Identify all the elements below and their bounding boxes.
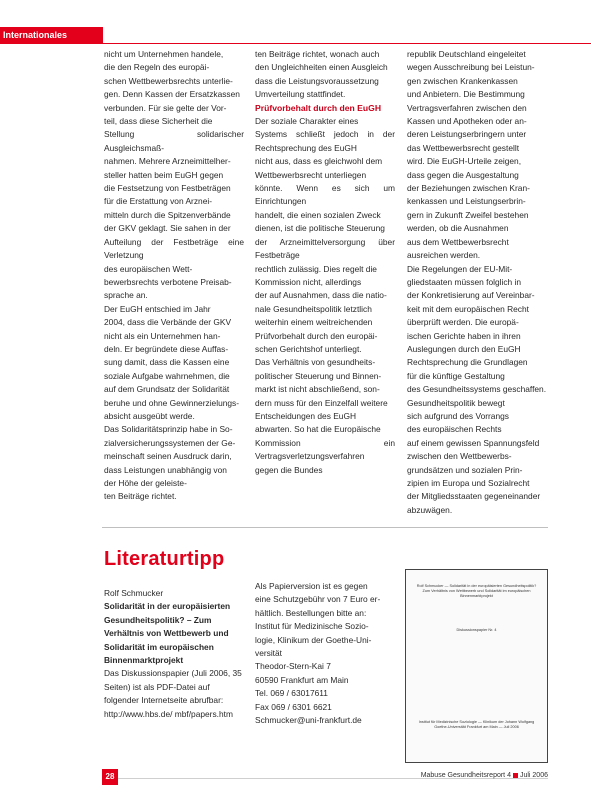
text-line: deln. Er begründete diese Auffas-: [104, 343, 229, 354]
book-cover-image: [405, 569, 548, 763]
text-line: Tel. 069 / 63017611: [255, 688, 328, 699]
text-line: Entscheidungen des EuGH: [255, 410, 357, 421]
text-line: Auslegungen durch den EuGH: [407, 343, 521, 354]
text-line: und Anbietern. Die Bestimmung: [407, 89, 525, 100]
text-line: Die Regelungen der EU-Mit-: [407, 263, 513, 274]
text-line: der GKV geklagt. Sie sahen in der: [104, 223, 231, 234]
text-line: den Ungleichheiten einen Ausgleich: [255, 62, 388, 73]
text-line: auf einem gewissen Spannungsfeld: [407, 437, 540, 448]
text-line: dass gegen die Ausgestaltung: [407, 169, 519, 180]
text-line: der Arzneimittelversorgung über Festbeträge: [255, 236, 395, 261]
text-line: des europäischen Rechts: [407, 424, 502, 435]
section-divider: [102, 527, 548, 528]
text-line: ischen Gerichte haben in ihren: [407, 330, 521, 341]
text-line: die den Regeln des europäi-: [104, 62, 210, 73]
text-line: steller hatten beim EuGH gegen: [104, 169, 224, 180]
text-line: meinschaft seinen Ausdruck darin,: [104, 451, 232, 462]
text-line: Fax 069 / 6301 6621: [255, 701, 332, 712]
text-line: zipien im Europa und Sozialrecht: [407, 478, 530, 488]
text-line: der Mitgliedsstaaten gegeneinander: [407, 491, 541, 502]
text-line: für die Erstattung von Arznei-: [104, 196, 212, 207]
text-line: 2004, dass die Verbände der GKV: [104, 317, 232, 328]
text-line: gen. Denn Kassen der Ersatzkassen: [104, 89, 240, 100]
literaturtipp-column-1: [104, 587, 244, 721]
article-column-3: [407, 48, 548, 517]
text-line: rechtlich zulässig. Dies regelt die: [255, 263, 377, 274]
text-line: nicht aus, dass es gleichwohl dem: [255, 156, 383, 167]
text-line: eine Schutzgebühr von 7 Euro er-: [255, 594, 381, 605]
text-line: überprüft werden. Die europä-: [407, 317, 519, 328]
text-line: nale Gesundheitspolitik letztlich: [255, 303, 372, 314]
book-author: Rolf Schmucker: [104, 588, 164, 598]
literaturtipp-column-2: [255, 580, 385, 727]
text-line: für die künftige Gestaltung: [407, 370, 505, 381]
page-number: 28: [102, 769, 118, 785]
text-line: dern muss für den Einzelfall weitere: [255, 397, 388, 408]
footer-publication: [421, 772, 548, 779]
text-line: grundsätzen und sozialen Prin-: [407, 464, 523, 475]
text-line: teil, dass diese Sicherheit die: [104, 116, 213, 127]
text-line: keit mit dem europäischen Recht: [407, 303, 529, 314]
text-line: gegen die Bundes: [255, 464, 323, 475]
text-line: das Wettbewerbsrecht gestellt: [407, 142, 520, 153]
text-line: Wettbewerbsrecht unterliegen: [255, 169, 367, 180]
text-line: wird. Die EuGH-Urteile zeigen,: [407, 156, 522, 167]
text-line: Gesundheitspolitik bewegt: [407, 397, 505, 408]
text-line: Institut für Medizinische Sozio-: [255, 621, 369, 632]
text-line: dass die Leistungsvoraussetzung: [255, 75, 379, 86]
text-line: der Konkretisierung auf Vereinbar-: [407, 290, 535, 301]
header-rule: [103, 43, 591, 44]
text-line: nahmen. Mehrere Arzneimittelher-: [104, 156, 231, 167]
footer-square-icon: [513, 773, 518, 778]
text-line: dass Leistungen unabhängig von: [104, 464, 227, 475]
text-line: wegen Ausschreibung bei Leistun-: [407, 62, 535, 73]
text-line: der Höhe der geleiste-: [104, 478, 187, 488]
text-line: versität: [255, 648, 282, 659]
text-line: Schmucker@uni-frankfurt.de: [255, 715, 362, 726]
text-line: Als Papierversion ist es gegen: [255, 581, 368, 591]
article-column-1: [104, 48, 244, 504]
text-line: ten Beiträge richtet, wonach auch: [255, 49, 380, 59]
book-title: Solidarität in der europäisierten Gesundheitspolitik? – Zum Verhältnis von Wettbewerb und Solidarität im europäischen Binnenmarktprojekt: [104, 601, 231, 666]
text-line: Aufteilung der Festbeträge eine Verletzung: [104, 236, 244, 261]
text-line: kenkassen und Leistungserbrin-: [407, 196, 526, 207]
text-line: ten Beiträge richtet.: [104, 491, 177, 502]
text-line: markt ist nicht abschließend, son-: [255, 384, 380, 395]
text-line: soziale Aufgabe wahrnehmen, die: [104, 370, 230, 381]
footer-issue: Juli 2006: [519, 772, 548, 779]
text-line: weiterhin einem weitreichenden: [255, 317, 373, 328]
text-line: gliedstaaten müssen folglich in: [407, 276, 522, 287]
text-line: hältlich. Bestellungen bitte an:: [255, 607, 367, 618]
text-line: des Gesundheitssystems geschaffen.: [407, 384, 547, 395]
book-details: Das Diskussionspapier (Juli 2006, 35 Seiten) ist als PDF-Datei auf folgender Internetseite abrufbar: http://www.hbs.de/ mbf/papers.htm: [104, 668, 242, 719]
text-line: gen zwischen Krankenkassen: [407, 75, 518, 86]
text-line: schen Gerichtshof unterliegt.: [255, 343, 362, 354]
text-line: auf dem Grundsatz der Solidarität: [104, 384, 230, 395]
text-line: sich aufgrund des Vorrangs: [407, 410, 509, 421]
article-column-2: [255, 48, 395, 477]
text-line: nicht um Unternehmen handele,: [104, 49, 224, 59]
text-line: politischer Steuerung und Binnen-: [255, 370, 382, 381]
cover-publisher-text: Institut für Medizinische Soziologie — Klinikum der Johann Wolfgang Goethe-Universität Frankfurt am Main — Juli 2006: [418, 720, 535, 729]
text-line: absicht ausgeübt werde.: [104, 410, 195, 421]
section-label: Internationales: [0, 27, 103, 44]
footer-title: Mabuse Gesundheitsreport 4: [420, 772, 511, 779]
text-line: abwarten. So hat die Europäische: [255, 424, 381, 435]
text-line: Prüfvorbehalt durch den europäi-: [255, 330, 378, 341]
section-heading: Prüfvorbehalt durch den EuGH: [255, 102, 382, 113]
text-line: nicht als ein Unternehmen han-: [104, 330, 221, 341]
text-line: ausreichen werden.: [407, 250, 481, 261]
text-line: sprache an.: [104, 290, 148, 301]
text-line: Kassen und Apotheken oder an-: [407, 116, 527, 127]
text-line: Vertragsverfahren zwischen den: [407, 102, 527, 113]
text-line: bewerbsrechts verbotene Preisab-: [104, 276, 232, 287]
text-line: Systems schließt jedoch in der Rechtsprechung des EuGH: [255, 129, 395, 153]
text-line: verbunden. Für sie gelte der Vor-: [104, 102, 227, 113]
text-line: mitteln durch die Spitzenverbände: [104, 209, 231, 220]
text-line: republik Deutschland eingeleitet: [407, 49, 526, 59]
text-line: abzuwägen.: [407, 504, 453, 515]
text-line: dienen, ist die politische Steuerung: [255, 223, 385, 234]
text-line: 60590 Frankfurt am Main: [255, 674, 349, 685]
text-line: Der EuGH entschied im Jahr: [104, 303, 211, 314]
text-line: des europäischen Wett-: [104, 263, 193, 274]
text-line: Der soziale Charakter eines: [255, 116, 359, 127]
text-line: aus dem Wettbewerbsrecht: [407, 236, 509, 247]
text-line: logie, Klinikum der Goethe-Uni-: [255, 634, 372, 645]
text-line: Das Solidaritätsprinzip habe in So-: [104, 424, 233, 435]
text-line: zwischen den Wettbewerbs-: [407, 451, 512, 462]
text-line: gern in Zukunft Zweifel bestehen: [407, 209, 529, 220]
text-line: beruhe und ohne Gewinnerzielungs-: [104, 397, 240, 408]
text-line: sung damit, dass die Kassen eine: [104, 357, 230, 368]
cover-subtitle-text: Diskussionspapier Nr. 4: [456, 628, 497, 632]
text-line: schen Wettbewerbsrechts unterlie-: [104, 75, 233, 86]
text-line: werden, ob die Ausnahmen: [407, 223, 509, 234]
text-line: könnte. Wenn es sich um Einrichtungen: [255, 183, 395, 207]
text-line: Stellung solidarischer Ausgleichsmaß-: [104, 129, 244, 153]
text-line: Das Verhältnis von gesundheits-: [255, 357, 376, 368]
text-line: die Festsetzung von Festbeträgen: [104, 183, 231, 194]
text-line: Rechtsprechung die Grundlagen: [407, 357, 528, 368]
text-line: der Beziehungen zwischen Kran-: [407, 183, 530, 194]
text-line: handelt, die einen sozialen Zweck: [255, 209, 381, 220]
text-line: Theodor-Stern-Kai 7: [255, 661, 331, 672]
cover-title-text: Rolf Schmucker — Solidarität in der europäisierten Gesundheitspolitik? Zum Verhältnis von Wettbewerb und Solidarität im europäischen Binnenmarktprojekt: [416, 584, 537, 598]
text-line: Kommission nicht, allerdings: [255, 276, 362, 287]
text-line: deren Leistungserbringern unter: [407, 129, 527, 140]
text-line: zialversicherungssystemen der Ge-: [104, 437, 236, 448]
text-line: Kommission ein Vertragsverletzungsverfahren: [255, 437, 395, 462]
literaturtipp-heading: Literaturtipp: [104, 548, 225, 570]
text-line: Umverteilung stattfindet.: [255, 89, 346, 100]
text-line: der auf Ausnahmen, dass die natio-: [255, 290, 387, 301]
